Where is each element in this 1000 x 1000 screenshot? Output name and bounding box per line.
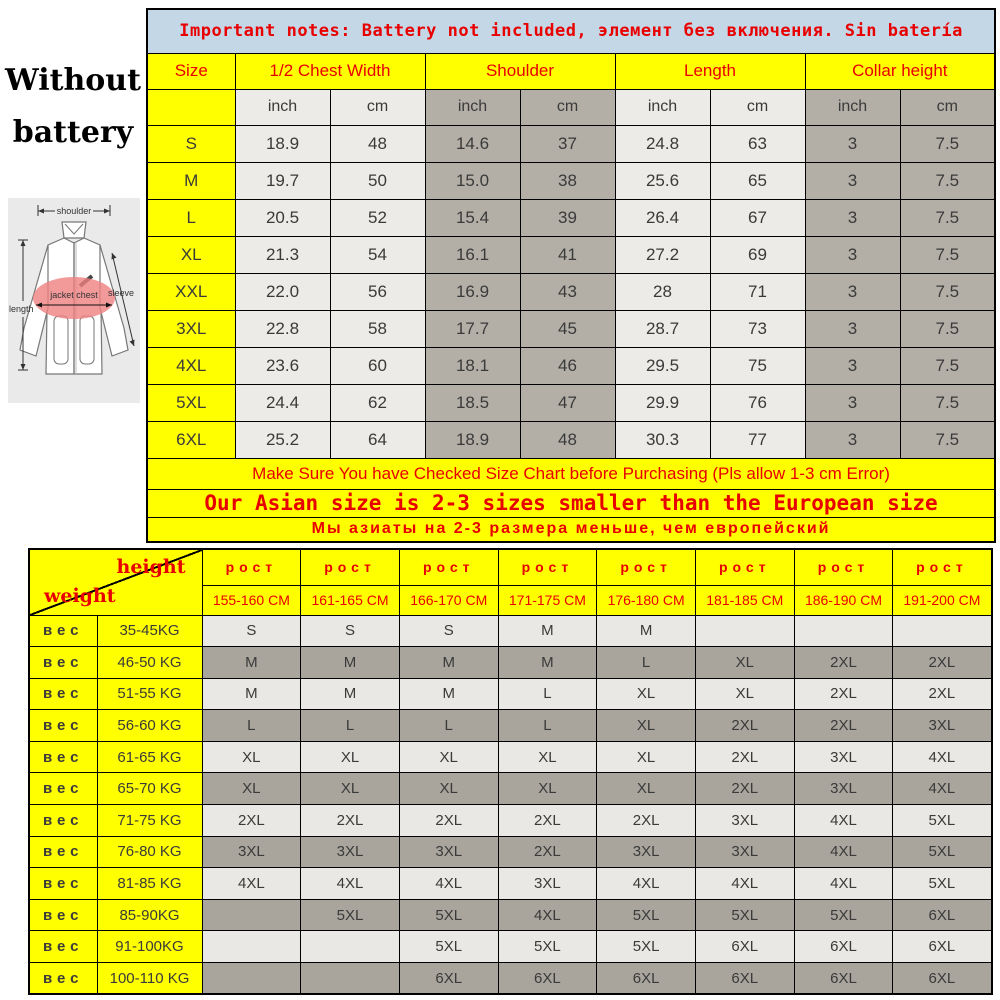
recommended-size-cell: 6XL [498, 963, 597, 995]
recommended-size-cell: 3XL [498, 868, 597, 900]
size-value-cell: 25.6 [615, 162, 710, 199]
recommended-size-cell: L [498, 678, 597, 710]
size-value-cell: 62 [330, 384, 425, 421]
recommended-size-cell: 5XL [399, 931, 498, 963]
weight-range-cell: 85-90KG [97, 899, 202, 931]
weight-corner-label: weight [44, 584, 116, 607]
without-battery-line2: battery [12, 115, 134, 150]
collar-height-header: Collar height [805, 53, 995, 89]
size-value-cell: 47 [520, 384, 615, 421]
left-panel [0, 55, 146, 159]
recommended-size-cell [695, 615, 794, 647]
size-value-cell: 37 [520, 125, 615, 162]
vec-label-cell: вес [29, 741, 97, 773]
size-label-cell: 6XL [147, 421, 235, 458]
recommended-size-cell: 4XL [597, 868, 696, 900]
recommended-size-cell: M [301, 647, 400, 679]
weight-range-cell: 46-50 KG [97, 647, 202, 679]
recommended-size-cell: 6XL [893, 963, 992, 995]
note-asian-size-en: Our Asian size is 2-3 sizes smaller than the European size [147, 489, 995, 517]
table-row [147, 421, 995, 458]
size-table-body [147, 125, 995, 458]
recommended-size-cell: L [498, 710, 597, 742]
size-value-cell: 64 [330, 421, 425, 458]
vec-label-cell: вес [29, 805, 97, 837]
recommended-size-cell [202, 899, 301, 931]
recommended-size-cell: 4XL [399, 868, 498, 900]
size-value-cell: 76 [710, 384, 805, 421]
size-value-cell: 22.0 [235, 273, 330, 310]
size-value-cell: 3 [805, 199, 900, 236]
recommended-size-cell [202, 931, 301, 963]
rost-header-cell: рост [597, 549, 696, 585]
recommended-size-cell: 2XL [498, 805, 597, 837]
weight-range-cell: 100-110 KG [97, 963, 202, 995]
recommended-size-cell: 3XL [893, 710, 992, 742]
size-value-cell: 7.5 [900, 199, 995, 236]
weight-range-cell: 51-55 KG [97, 678, 202, 710]
size-value-cell: 18.1 [425, 347, 520, 384]
recommended-size-cell: M [399, 678, 498, 710]
recommended-size-cell: 2XL [893, 647, 992, 679]
recommended-size-cell: 4XL [794, 805, 893, 837]
recommended-size-cell: M [202, 678, 301, 710]
size-value-cell: 46 [520, 347, 615, 384]
recommended-size-cell: S [301, 615, 400, 647]
unit-cell: inch [235, 89, 330, 125]
size-value-cell: 7.5 [900, 125, 995, 162]
recommended-size-cell: 5XL [301, 899, 400, 931]
recommended-size-cell: 6XL [893, 899, 992, 931]
rost-header-cell: рост [794, 549, 893, 585]
weight-range-cell: 81-85 KG [97, 868, 202, 900]
recommended-size-cell: 5XL [399, 899, 498, 931]
jacket-chest-label: jacket chest [50, 290, 98, 300]
height-range-cell: 171-175 CM [498, 585, 597, 615]
size-value-cell: 7.5 [900, 384, 995, 421]
rost-header-cell: рост [498, 549, 597, 585]
recommended-size-cell: XL [597, 710, 696, 742]
recommended-size-cell: 2XL [301, 805, 400, 837]
size-value-cell: 3 [805, 347, 900, 384]
table-row [147, 162, 995, 199]
recommended-size-cell: 2XL [794, 647, 893, 679]
units-row [147, 89, 995, 125]
recommended-size-cell: S [202, 615, 301, 647]
recommended-size-cell: S [399, 615, 498, 647]
vec-label-cell: вес [29, 773, 97, 805]
table-row [29, 899, 992, 931]
size-value-cell: 7.5 [900, 236, 995, 273]
unit-cell: cm [520, 89, 615, 125]
recommended-size-cell: L [597, 647, 696, 679]
table-row [147, 125, 995, 162]
important-notes-row [147, 9, 995, 53]
recommended-size-cell: L [301, 710, 400, 742]
recommended-size-cell: 6XL [597, 963, 696, 995]
recommended-size-cell: 2XL [695, 710, 794, 742]
height-range-cell: 181-185 CM [695, 585, 794, 615]
size-value-cell: 15.0 [425, 162, 520, 199]
recommended-size-cell: XL [301, 773, 400, 805]
table-row [29, 647, 992, 679]
size-value-cell: 58 [330, 310, 425, 347]
height-range-cell: 155-160 CM [202, 585, 301, 615]
jacket-measurement-diagram [8, 198, 140, 403]
recommended-size-cell: XL [498, 741, 597, 773]
recommended-size-cell: 4XL [893, 773, 992, 805]
unit-cell: inch [805, 89, 900, 125]
size-value-cell: 45 [520, 310, 615, 347]
recommended-size-cell: M [202, 647, 301, 679]
size-value-cell: 38 [520, 162, 615, 199]
size-value-cell: 75 [710, 347, 805, 384]
size-value-cell: 65 [710, 162, 805, 199]
table-row [147, 199, 995, 236]
recommended-size-cell: 2XL [597, 805, 696, 837]
size-label-cell: XXL [147, 273, 235, 310]
recommended-size-cell: 4XL [893, 741, 992, 773]
vec-label-cell: вес [29, 836, 97, 868]
table-row [29, 615, 992, 647]
size-value-cell: 69 [710, 236, 805, 273]
size-value-cell: 7.5 [900, 347, 995, 384]
recommended-size-cell: 2XL [794, 678, 893, 710]
size-value-cell: 14.6 [425, 125, 520, 162]
size-value-cell: 48 [330, 125, 425, 162]
vec-label-cell: вес [29, 899, 97, 931]
recommended-size-cell: 4XL [202, 868, 301, 900]
recommended-size-cell: XL [399, 773, 498, 805]
table-row [147, 347, 995, 384]
recommended-size-cell: 3XL [794, 773, 893, 805]
recommended-size-cell: XL [498, 773, 597, 805]
size-value-cell: 15.4 [425, 199, 520, 236]
size-value-cell: 3 [805, 310, 900, 347]
rost-header-cell: рост [399, 549, 498, 585]
recommended-size-cell: 2XL [399, 805, 498, 837]
size-value-cell: 71 [710, 273, 805, 310]
height-weight-corner-cell [29, 549, 202, 615]
recommended-size-cell: 4XL [695, 868, 794, 900]
size-value-cell: 7.5 [900, 162, 995, 199]
size-value-cell: 3 [805, 421, 900, 458]
recommended-size-cell: 2XL [695, 741, 794, 773]
size-value-cell: 7.5 [900, 421, 995, 458]
size-value-cell: 63 [710, 125, 805, 162]
recommended-size-cell [893, 615, 992, 647]
recommended-size-cell: 3XL [399, 836, 498, 868]
recommended-size-cell: 5XL [597, 899, 696, 931]
rost-header-row [29, 549, 992, 585]
recommended-size-cell [301, 931, 400, 963]
recommended-size-cell: M [597, 615, 696, 647]
recommended-size-cell: XL [301, 741, 400, 773]
unit-cell: inch [615, 89, 710, 125]
table-row [147, 273, 995, 310]
chest-width-header: 1/2 Chest Width [235, 53, 425, 89]
size-value-cell: 3 [805, 236, 900, 273]
recommended-size-cell: 6XL [695, 931, 794, 963]
note-row-3 [147, 517, 995, 542]
recommended-size-cell: 5XL [893, 868, 992, 900]
table-row [29, 773, 992, 805]
weight-range-cell: 35-45KG [97, 615, 202, 647]
rost-header-cell: рост [893, 549, 992, 585]
rost-header-cell: рост [202, 549, 301, 585]
jacket-diagram-icon [8, 198, 140, 403]
height-corner-label: height [116, 556, 186, 578]
size-value-cell: 73 [710, 310, 805, 347]
weight-range-cell: 56-60 KG [97, 710, 202, 742]
recommended-size-cell [301, 963, 400, 995]
fit-table-body [29, 615, 992, 994]
vec-label-cell: вес [29, 678, 97, 710]
recommended-size-cell: 3XL [202, 836, 301, 868]
unit-cell: cm [900, 89, 995, 125]
recommended-size-cell: 6XL [794, 963, 893, 995]
size-value-cell: 77 [710, 421, 805, 458]
size-value-cell: 29.5 [615, 347, 710, 384]
size-value-cell: 22.8 [235, 310, 330, 347]
weight-range-cell: 71-75 KG [97, 805, 202, 837]
size-value-cell: 67 [710, 199, 805, 236]
size-value-cell: 54 [330, 236, 425, 273]
recommended-size-cell: 6XL [794, 931, 893, 963]
size-value-cell: 20.5 [235, 199, 330, 236]
rost-header-cell: рост [695, 549, 794, 585]
unit-cell: inch [425, 89, 520, 125]
vec-label-cell: вес [29, 615, 97, 647]
units-row-spacer [147, 89, 235, 125]
shoulder-header: Shoulder [425, 53, 615, 89]
size-value-cell: 21.3 [235, 236, 330, 273]
size-chart-table [146, 8, 996, 543]
recommended-size-cell: 3XL [597, 836, 696, 868]
size-value-cell: 52 [330, 199, 425, 236]
table-row [29, 805, 992, 837]
vec-label-cell: вес [29, 710, 97, 742]
size-value-cell: 48 [520, 421, 615, 458]
recommended-size-cell: M [301, 678, 400, 710]
weight-range-cell: 76-80 KG [97, 836, 202, 868]
recommended-size-cell: XL [399, 741, 498, 773]
recommended-size-cell: 2XL [202, 805, 301, 837]
recommended-size-cell: 5XL [597, 931, 696, 963]
recommended-size-cell: 6XL [893, 931, 992, 963]
size-label-cell: 3XL [147, 310, 235, 347]
size-value-cell: 16.1 [425, 236, 520, 273]
recommended-size-cell: XL [202, 773, 301, 805]
size-value-cell: 25.2 [235, 421, 330, 458]
important-notes-banner: Important notes: Battery not included, элемент без включения. Sin batería [147, 9, 995, 53]
recommended-size-cell: M [498, 647, 597, 679]
recommended-size-cell: XL [597, 741, 696, 773]
recommended-size-cell: 2XL [695, 773, 794, 805]
height-range-cell: 161-165 CM [301, 585, 400, 615]
size-value-cell: 3 [805, 273, 900, 310]
recommended-size-cell: 4XL [301, 868, 400, 900]
size-value-cell: 28.7 [615, 310, 710, 347]
size-value-cell: 41 [520, 236, 615, 273]
unit-cell: cm [330, 89, 425, 125]
without-battery-line1: Without [5, 63, 141, 98]
sleeve-label: sleeve [107, 288, 135, 298]
recommended-size-cell: 2XL [893, 678, 992, 710]
size-value-cell: 56 [330, 273, 425, 310]
weight-range-cell: 91-100KG [97, 931, 202, 963]
recommended-size-cell: XL [695, 678, 794, 710]
table-row [147, 384, 995, 421]
size-value-cell: 16.9 [425, 273, 520, 310]
unit-cell: cm [710, 89, 805, 125]
vec-label-cell: вес [29, 647, 97, 679]
table-row [29, 931, 992, 963]
note-asian-size-ru: Мы азиаты на 2-3 размера меньше, чем европейский [147, 517, 995, 542]
recommended-size-cell: 4XL [498, 899, 597, 931]
size-value-cell: 24.8 [615, 125, 710, 162]
size-column-header: Size [147, 53, 235, 89]
recommended-size-cell: 3XL [301, 836, 400, 868]
size-label-cell: M [147, 162, 235, 199]
recommended-size-cell: 5XL [794, 899, 893, 931]
size-value-cell: 3 [805, 125, 900, 162]
group-header-row [147, 53, 995, 89]
recommended-size-cell: XL [202, 741, 301, 773]
recommended-size-cell: M [498, 615, 597, 647]
recommended-size-cell: L [399, 710, 498, 742]
recommended-size-cell: 3XL [695, 836, 794, 868]
vec-label-cell: вес [29, 963, 97, 995]
size-label-cell: 5XL [147, 384, 235, 421]
size-value-cell: 50 [330, 162, 425, 199]
recommended-size-cell: 5XL [695, 899, 794, 931]
recommended-size-cell: 3XL [695, 805, 794, 837]
recommended-size-cell: XL [597, 678, 696, 710]
size-label-cell: S [147, 125, 235, 162]
recommended-size-cell: XL [597, 773, 696, 805]
table-row [29, 868, 992, 900]
size-value-cell: 7.5 [900, 273, 995, 310]
recommended-size-cell: 4XL [794, 836, 893, 868]
size-value-cell: 29.9 [615, 384, 710, 421]
table-row [29, 963, 992, 995]
recommended-size-cell: 5XL [893, 836, 992, 868]
recommended-size-cell: L [202, 710, 301, 742]
length-header: Length [615, 53, 805, 89]
size-value-cell: 18.9 [425, 421, 520, 458]
recommended-size-cell: 5XL [498, 931, 597, 963]
size-value-cell: 43 [520, 273, 615, 310]
size-value-cell: 28 [615, 273, 710, 310]
size-value-cell: 18.9 [235, 125, 330, 162]
size-value-cell: 3 [805, 162, 900, 199]
without-battery-title [0, 55, 146, 159]
rost-header-cell: рост [301, 549, 400, 585]
table-row [29, 741, 992, 773]
height-range-cell: 186-190 CM [794, 585, 893, 615]
recommended-size-cell: XL [695, 647, 794, 679]
height-weight-fit-table [28, 548, 993, 995]
recommended-size-cell: 2XL [498, 836, 597, 868]
recommended-size-cell [202, 963, 301, 995]
size-value-cell: 30.3 [615, 421, 710, 458]
size-value-cell: 26.4 [615, 199, 710, 236]
height-range-cell: 166-170 CM [399, 585, 498, 615]
table-row [29, 836, 992, 868]
size-value-cell: 3 [805, 384, 900, 421]
size-label-cell: XL [147, 236, 235, 273]
size-value-cell: 24.4 [235, 384, 330, 421]
table-row [29, 710, 992, 742]
size-value-cell: 7.5 [900, 310, 995, 347]
table-row [29, 678, 992, 710]
length-label: length [9, 304, 34, 314]
vec-label-cell: вес [29, 868, 97, 900]
recommended-size-cell: 2XL [794, 710, 893, 742]
note-row-1 [147, 458, 995, 489]
size-value-cell: 17.7 [425, 310, 520, 347]
note-check-size-chart: Make Sure You have Checked Size Chart before Purchasing (Pls allow 1-3 cm Error) [147, 458, 995, 489]
height-range-cell: 176-180 CM [597, 585, 696, 615]
recommended-size-cell: 5XL [893, 805, 992, 837]
recommended-size-cell: 4XL [794, 868, 893, 900]
size-value-cell: 23.6 [235, 347, 330, 384]
recommended-size-cell [794, 615, 893, 647]
height-range-cell: 191-200 CM [893, 585, 992, 615]
recommended-size-cell: 6XL [695, 963, 794, 995]
recommended-size-cell: M [399, 647, 498, 679]
size-value-cell: 39 [520, 199, 615, 236]
size-value-cell: 60 [330, 347, 425, 384]
size-label-cell: L [147, 199, 235, 236]
size-value-cell: 19.7 [235, 162, 330, 199]
size-value-cell: 18.5 [425, 384, 520, 421]
table-row [147, 310, 995, 347]
size-value-cell: 27.2 [615, 236, 710, 273]
weight-range-cell: 61-65 KG [97, 741, 202, 773]
recommended-size-cell: 6XL [399, 963, 498, 995]
weight-range-cell: 65-70 KG [97, 773, 202, 805]
note-row-2 [147, 489, 995, 517]
size-label-cell: 4XL [147, 347, 235, 384]
vec-label-cell: вес [29, 931, 97, 963]
table-row [147, 236, 995, 273]
recommended-size-cell: 3XL [794, 741, 893, 773]
shoulder-label: shoulder [56, 206, 92, 216]
